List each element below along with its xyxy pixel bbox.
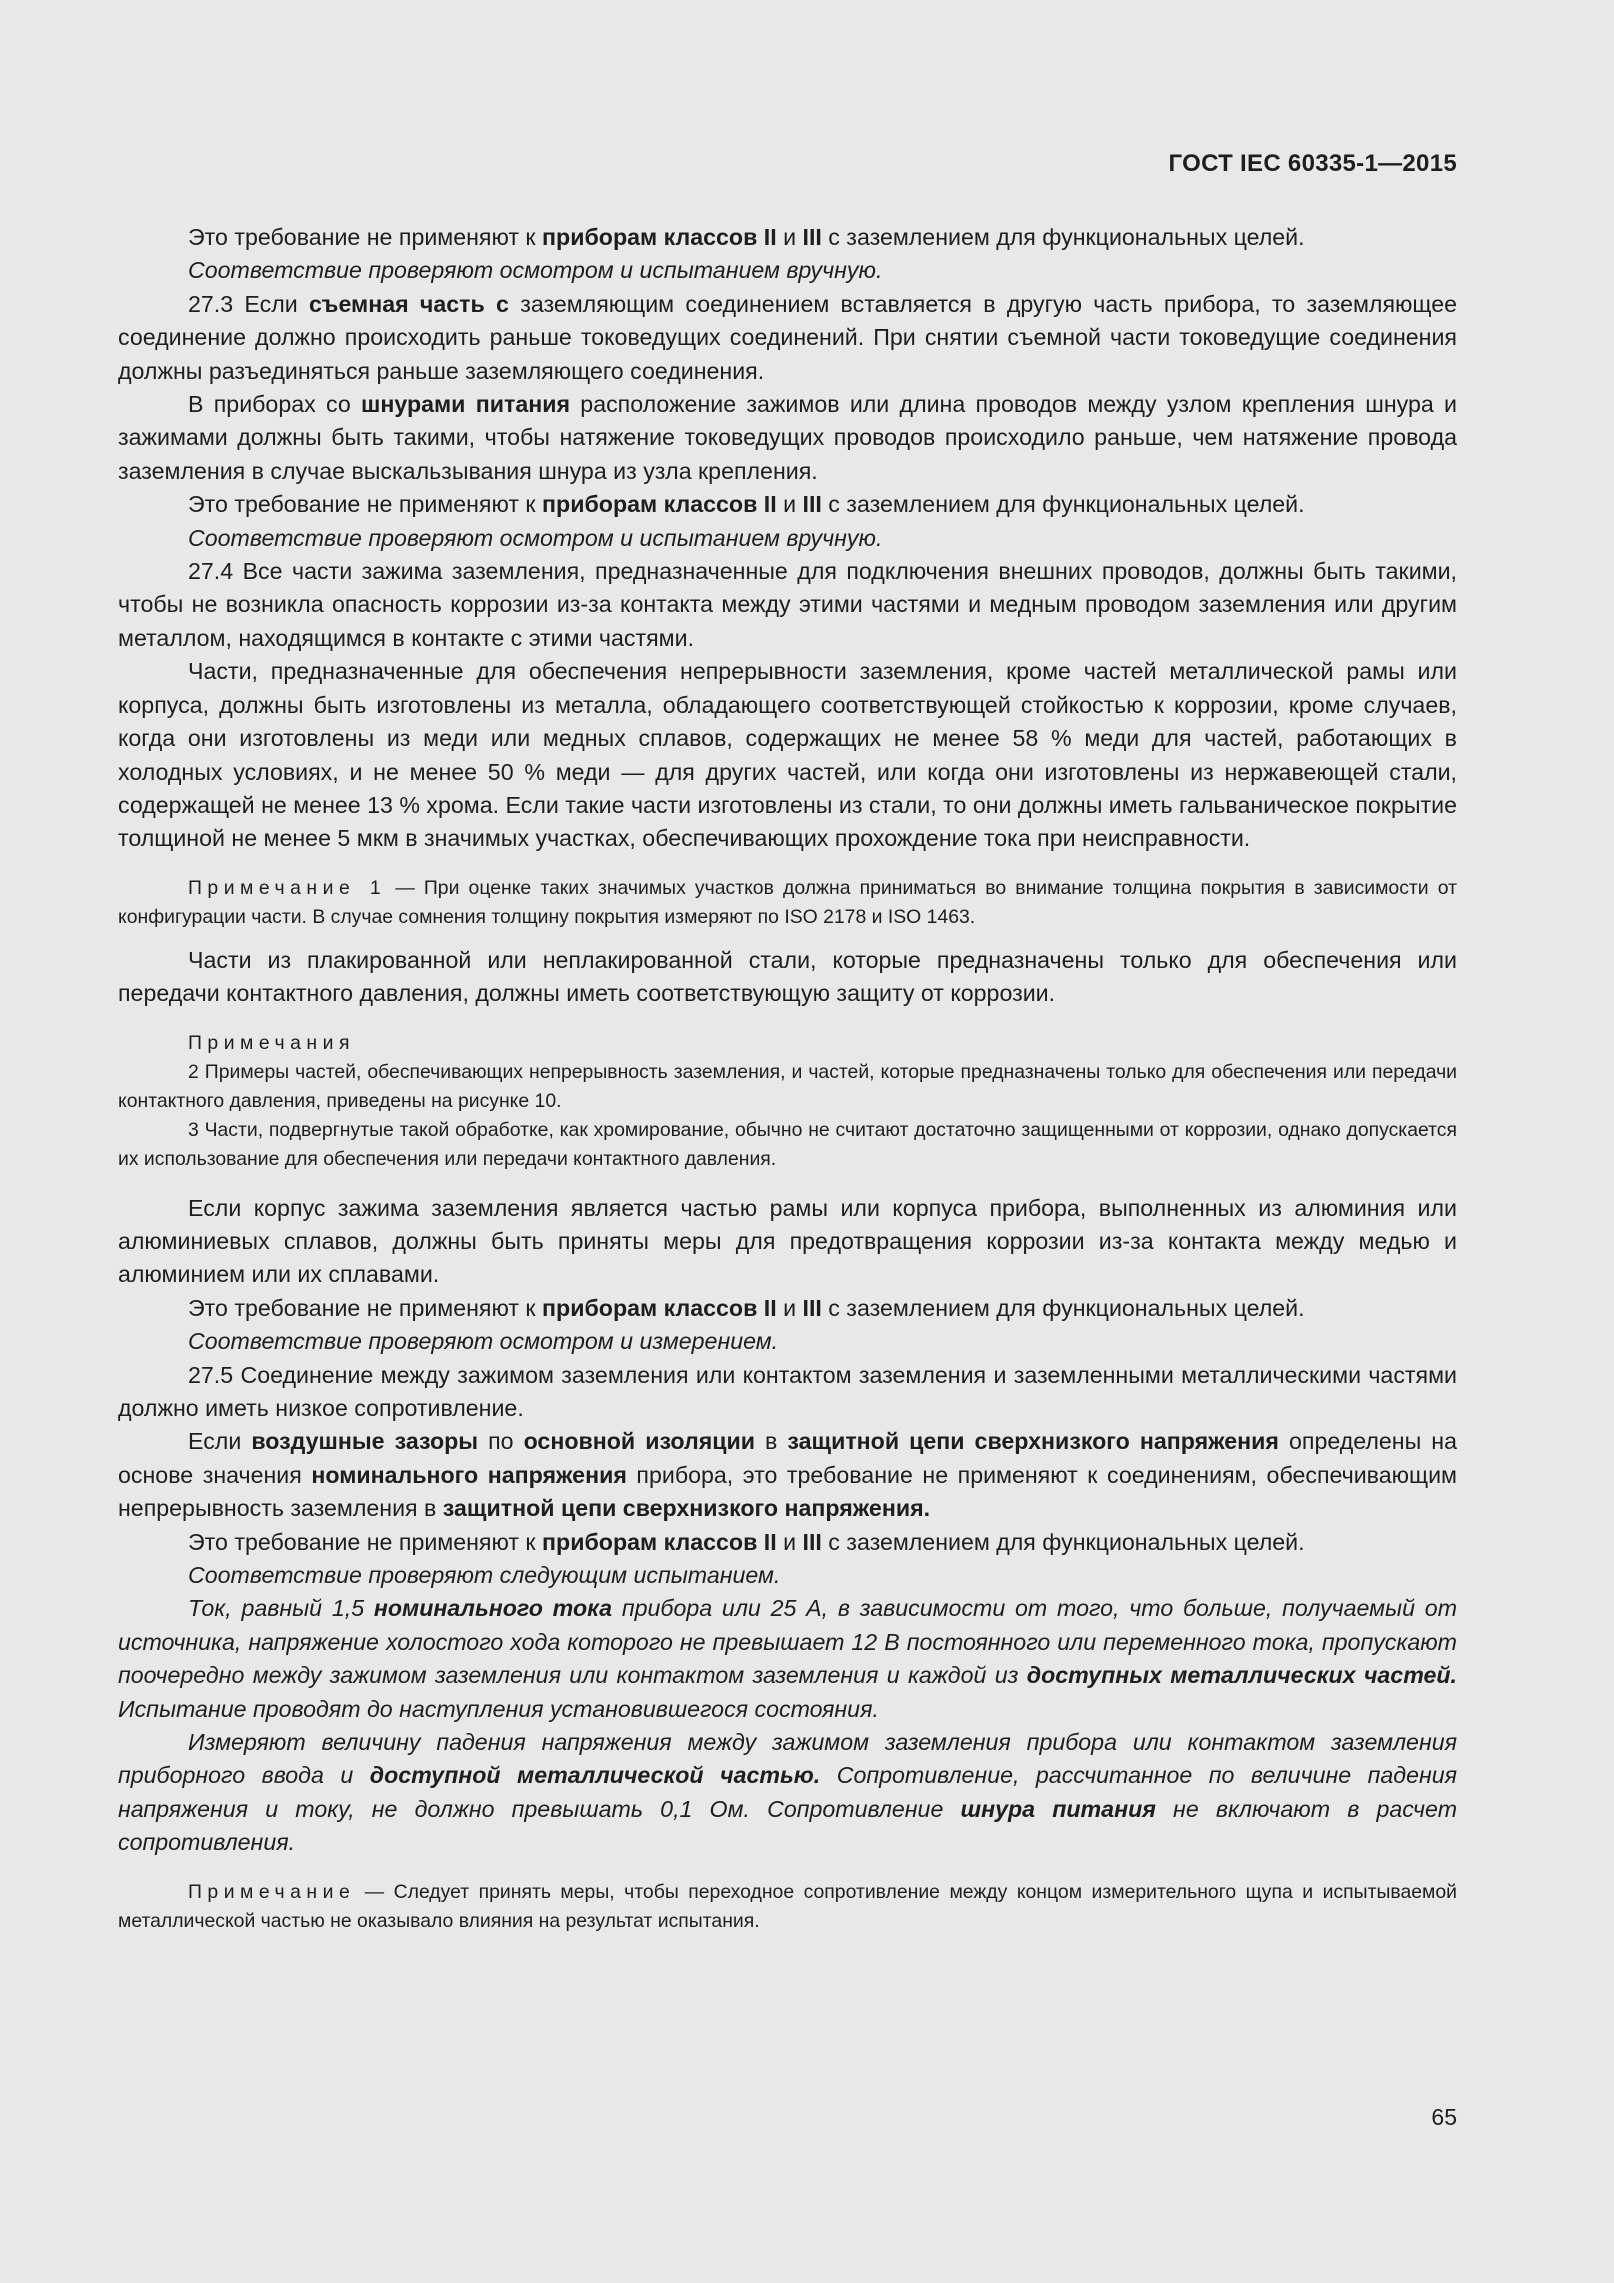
text-run: и — [776, 1528, 803, 1555]
bold-term: съемная часть с — [308, 290, 509, 317]
bold-term: III — [802, 224, 822, 250]
compliance-check — [118, 1559, 1457, 1592]
note-final — [118, 1878, 1457, 1936]
paragraph — [118, 1292, 1457, 1325]
paragraph — [118, 1192, 1457, 1292]
note-text: — При оценке таких значимых участков должна приниматься во внимание толщина покрытия в зависимости от конфигурации части. В случае сомнения толщину покрытия измеряют по ISO 2178 и ISO 1463. — [118, 876, 1458, 928]
paragraph — [118, 221, 1457, 254]
text-run: прибора, это требование не применяют к соединениям, обеспечивающим непрерывность заземления в — [118, 1461, 1457, 1522]
bold-term: приборам классов II — [542, 1294, 777, 1321]
bold-term: доступных металлических частей. — [1026, 1662, 1458, 1689]
text-run: Соответствие проверяют осмотром и испытанием вручную. — [188, 524, 883, 551]
bold-term: III — [802, 491, 822, 518]
notes-heading: Примечания — [188, 1031, 355, 1054]
bold-term: III — [802, 1528, 822, 1555]
text-run: Соответствие проверяют следующим испытанием. — [188, 1562, 781, 1588]
text-run: прибора или 25 А, в зависимости от того, что больше, получаемый от источника, напряжение холостого хода которого не превышает 12 В постоянного или переменного тока, пропускают поочередно между зажимом заземления или контактом заземления и каждой из — [118, 1595, 1458, 1689]
text-run: и — [776, 491, 803, 518]
standard-header: ГОСТ IEC 60335-1—2015 — [1168, 150, 1457, 177]
compliance-check — [118, 254, 1457, 287]
bold-term: приборам классов II — [542, 1528, 777, 1555]
text-run: с заземлением для функциональных целей. — [821, 491, 1305, 518]
note-heading: Примечание 1 — [188, 876, 387, 899]
text-run: и — [776, 1294, 803, 1321]
bold-term: номинального напряжения — [311, 1461, 627, 1488]
note-1 — [118, 874, 1457, 932]
text-run: и — [776, 224, 803, 250]
bold-term: шнурами питания — [361, 391, 571, 418]
bold-term: номинального тока — [373, 1595, 613, 1622]
bold-term: воздушные зазоры — [251, 1428, 479, 1455]
text-run: В приборах со — [188, 391, 362, 418]
text-run: определены на основе значения — [118, 1428, 1458, 1488]
bold-term: защитной цепи сверхнизкого напряжения. — [442, 1495, 931, 1522]
text-run: в — [755, 1428, 788, 1455]
text-run: Ток, равный 1,5 — [188, 1595, 374, 1622]
compliance-check — [118, 522, 1457, 555]
paragraph — [118, 488, 1457, 521]
page-number: 65 — [1431, 2104, 1457, 2130]
text-run: Это требование не применяют к — [188, 224, 543, 250]
bold-term: шнура питания — [960, 1795, 1156, 1822]
paragraph — [118, 944, 1457, 1011]
bold-term: приборам классов II — [542, 491, 777, 518]
bold-term: защитной цепи сверхнизкого напряжения — [787, 1428, 1279, 1455]
note-3: 3 Части, подвергнутые такой обработке, как хромирование, обычно не считают достаточно защищенными от коррозии, однако допускается их использование для обеспечения или передачи контактного давления. — [118, 1118, 1457, 1170]
clause-27-5 — [118, 1359, 1457, 1426]
text-run: не включают в расчет сопротивления. — [118, 1795, 1458, 1856]
bold-term: основной изоляции — [523, 1428, 756, 1455]
text-run: с заземлением для функциональных целей. — [821, 1528, 1305, 1555]
text-run: Сопротивление, рассчитанное по величине падения напряжения и току, не должно превышать 0,1 Ом. Сопротивление — [118, 1762, 1458, 1822]
text-run: Это требование не применяют к — [188, 1294, 543, 1321]
paragraph — [118, 388, 1457, 488]
text-run: Это требование не применяют к — [188, 1528, 543, 1555]
text-run: с заземлением для функциональных целей. — [821, 1294, 1305, 1321]
page-content — [118, 221, 1457, 1936]
text-run: расположение зажимов или длина проводов между узлом крепления шнура и зажимами должны быть такими, чтобы натяжение токоведущих проводов происходило раньше, чем натяжение провода заземления в случае выскальзывания шнура из узла крепления. — [118, 391, 1457, 484]
note-heading: Примечание — [188, 1880, 356, 1903]
text-run: Испытание проводят до наступления установившегося состояния. — [118, 1695, 879, 1722]
paragraph — [118, 655, 1457, 855]
text-run: Это требование не применяют к — [188, 491, 543, 518]
text-run: Соответствие проверяют осмотром и испытанием вручную. — [188, 257, 883, 284]
text-run: Части, предназначенные для обеспечения непрерывности заземления, кроме частей металлической рамы или корпуса, должны быть изготовлены из металла, обладающего соответствующей стойкостью к коррозии, кроме случаев, когда они изготовлены из меди или медных сплавов, содержащих не менее 58 % меди для частей, работающих в холодных условиях, и не менее 50 % меди — для других частей, или когда они изготовлены из нержавеющей стали, содержащей не менее 13 % хрома. Если такие части изготовлены из стали, то они должны иметь гальваническое покрытие толщиной не менее 5 мкм в значимых участках, обеспечивающих прохождение тока при неисправности. — [118, 658, 1457, 852]
text-run: 27.3 Если — [188, 290, 309, 317]
bold-term: приборам классов II — [542, 224, 777, 250]
test-procedure — [118, 1726, 1457, 1860]
test-procedure — [118, 1592, 1457, 1726]
text-run: по — [478, 1428, 524, 1455]
text-run: Части из плакированной или неплакированной стали, которые предназначены только для обеспечения или передачи контактного давления, должны иметь соответствующую защиту от коррозии. — [118, 946, 1457, 1007]
paragraph — [118, 1526, 1457, 1559]
compliance-check — [118, 1325, 1457, 1358]
text-run: 27.5 Соединение между зажимом заземления или контактом заземления и заземленными металлическими частями должно иметь низкое сопротивление. — [118, 1361, 1457, 1421]
clause-27-3 — [118, 288, 1457, 388]
bold-term: доступной металлической частью. — [369, 1762, 821, 1789]
note-2: 2 Примеры частей, обеспечивающих непрерывность заземления, и частей, которые предназначены только для обеспечения или передачи контактного давления, приведены на рисунке 10. — [118, 1060, 1457, 1112]
text-run: Соответствие проверяют осмотром и измерением. — [188, 1328, 779, 1355]
text-run: 27.4 Все части зажима заземления, предназначенные для подключения внешних проводов, должны быть такими, чтобы не возникла опасность коррозии из-за контакта между этими частями и медным проводом заземления или другим металлом, находящимся в контакте с этими частями. — [118, 558, 1457, 651]
text-run: Измеряют величину падения напряжения между зажимом заземления прибора или контактом заземления приборного ввода и — [118, 1729, 1457, 1789]
text-run: Если корпус зажима заземления является частью рамы или корпуса прибора, выполненных из алюминия или алюминиевых сплавов, должны быть приняты меры для предотвращения коррозии из-за контакта между медью и алюминием или их сплавами. — [118, 1194, 1457, 1288]
note-text: — Следует принять меры, чтобы переходное сопротивление между концом измерительного щупа и испытываемой металлической частью не оказывало влияния на результат испытания. — [118, 1880, 1457, 1932]
text-run: заземляющим соединением вставляется в другую часть прибора, то заземляющее соединение должно происходить раньше токоведущих соединений. При снятии съемной части токоведущие соединения должны разъединяться раньше заземляющего соединения. — [118, 290, 1458, 384]
paragraph — [118, 1425, 1457, 1525]
bold-term: III — [802, 1294, 822, 1321]
text-run: Если — [188, 1428, 252, 1455]
text-run: с заземлением для функциональных целей. — [821, 224, 1305, 250]
clause-27-4 — [118, 555, 1457, 655]
